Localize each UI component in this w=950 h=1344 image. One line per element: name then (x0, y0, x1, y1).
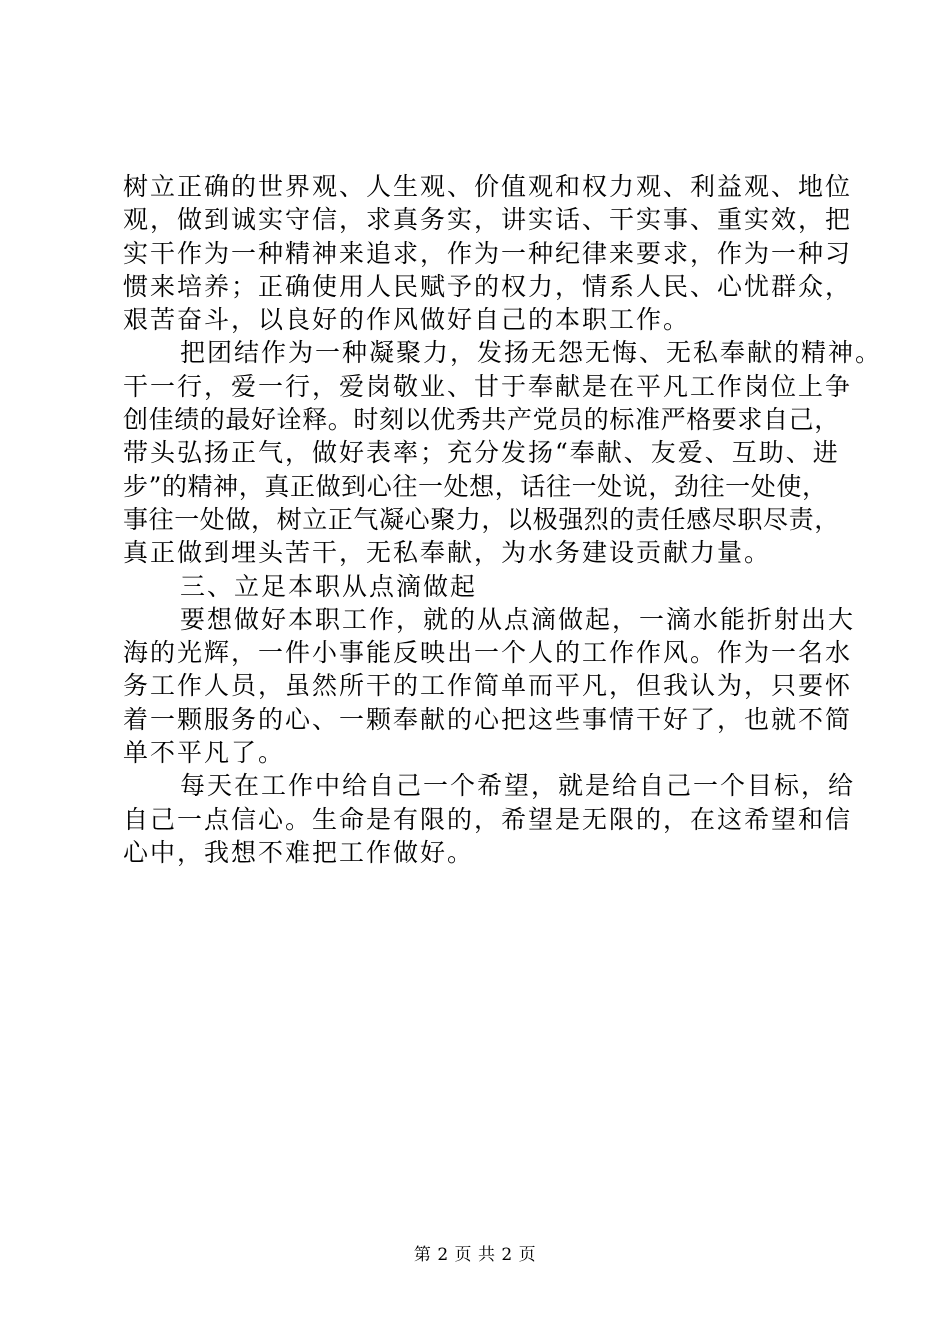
paragraph-start-line: 每天在工作中给自己一个希望，就是给自己一个目标，给 (180, 771, 856, 801)
body-text-line: 艰苦奋斗，以良好的作风做好自己的本职工作。 (123, 305, 691, 335)
paragraph-start-line: 把团结作为一种凝聚力，发扬无怨无悔、无私奉献的精神。 (180, 338, 883, 368)
body-text-line: 着一颗服务的心、一颗奉献的心把这些事情干好了，也就不简 (123, 704, 853, 734)
body-text-line: 步”的精神，真正做到心往一处想，话往一处说，劲往一处使， (123, 471, 828, 501)
body-text-line: 单不平凡了。 (123, 738, 286, 768)
body-text-line: 心中，我想不难把工作做好。 (123, 837, 475, 867)
body-text-line: 实干作为一种精神来追求，作为一种纪律来要求，作为一种习 (123, 238, 853, 268)
body-text-line: 真正做到埋头苦干，无私奉献，为水务建设贡献力量。 (123, 538, 772, 568)
document-body (123, 170, 883, 869)
paragraph-start-line: 要想做好本职工作，就的从点滴做起，一滴水能折射出大 (180, 604, 856, 634)
body-text-line: 干一行，爱一行，爱岗敬业、甘于奉献是在平凡工作岗位上争 (123, 371, 853, 401)
body-text-line: 自己一点信心。生命是有限的，希望是无限的，在这希望和信 (123, 804, 853, 834)
body-text-line: 观，做到诚实守信，求真务实，讲实话、干实事、重实效，把 (123, 205, 853, 235)
body-text-line: 树立正确的世界观、人生观、价值观和权力观、利益观、地位 (123, 172, 853, 201)
body-text-line: 创佳绩的最好诠释。时刻以优秀共产党员的标准严格要求自己， (123, 405, 840, 435)
section-heading: 三、立足本职从点滴做起 (180, 571, 478, 601)
body-text-line: 务工作人员，虽然所干的工作简单而平凡，但我认为，只要怀 (123, 671, 853, 701)
body-text-line: 海的光辉，一件小事能反映出一个人的工作作风。作为一名水 (123, 638, 853, 668)
body-text-line: 带头弘扬正气，做好表率；充分发扬“奉献、友爱、互助、进 (123, 438, 840, 468)
body-text-line: 事往一处做，树立正气凝心聚力，以极强烈的责任感尽职尽责， (123, 504, 840, 534)
body-text-line: 惯来培养；正确使用人民赋予的权力，情系人民、心忧群众， (123, 271, 853, 301)
page-number-footer: 第 2 页 共 2 页 (413, 1245, 537, 1265)
